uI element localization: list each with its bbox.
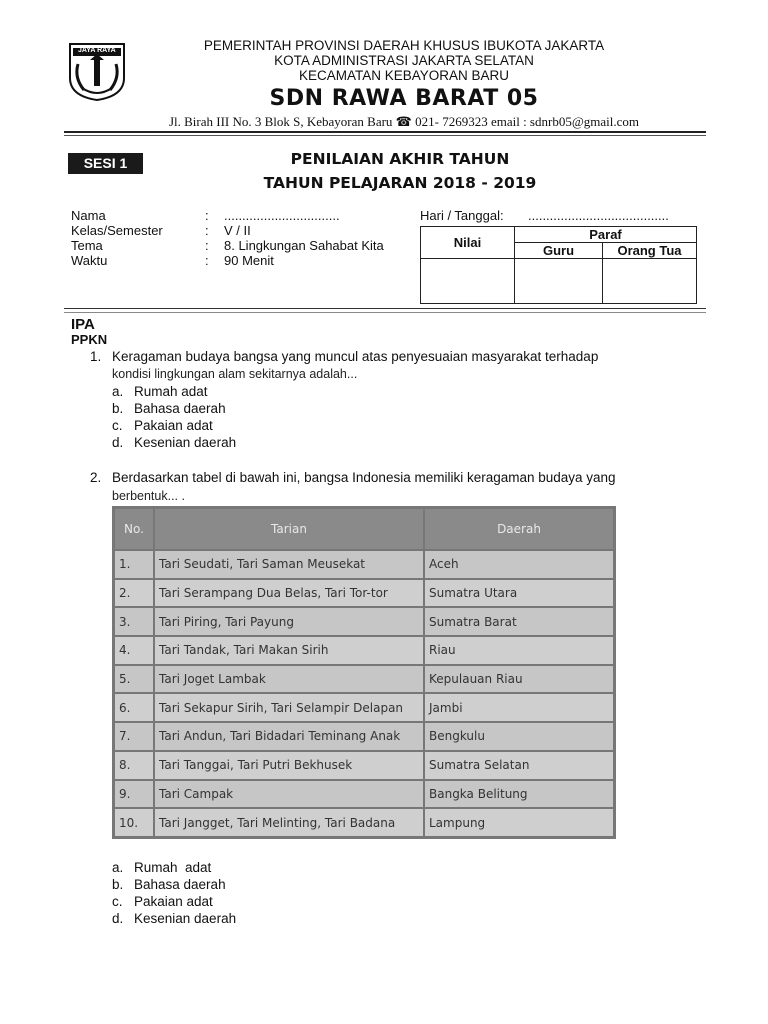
section-divider [64,308,706,309]
table-row [115,580,613,607]
school-name: SDN RAWA BARAT 05 [269,86,539,111]
q1-text-line1: Keragaman budaya bangsa yang muncul atas penyesuaian masyarakat terhadap [112,349,599,364]
dance-no: 8. [115,752,153,779]
session-badge: SESI 1 [68,153,143,174]
dance-no: 10. [115,809,153,836]
dance-name: Tari Seudati, Tari Saman Meusekat [155,551,423,578]
dance-no: 5. [115,666,153,693]
score-header-guru: Guru [515,243,603,259]
dance-name: Tari Piring, Tari Payung [155,608,423,635]
dance-name: Tari Andun, Tari Bidadari Teminang Anak [155,723,423,750]
dance-no: 2. [115,580,153,607]
score-header-orang-tua: Orang Tua [603,243,697,259]
field-time-label: Waktu [71,253,108,268]
q2-number: 2. [90,470,102,485]
logo-caption: JAYA RAYA [78,47,116,54]
dance-region: Aceh [425,551,613,578]
dance-no: 3. [115,608,153,635]
school-address: Jl. Birah III No. 3 Blok S, Kebayoran Baru ☎ 021- 7269323 email : sdnrb05@gmail.com [168,114,640,129]
dance-region: Jambi [425,694,613,721]
q1-text-line2: kondisi lingkungan alam sekitarnya adalah... [112,367,358,381]
letterhead-line-2: KOTA ADMINISTRASI JAKARTA SELATAN [274,53,534,68]
dance-no: 6. [115,694,153,721]
exam-title: PENILAIAN AKHIR TAHUN [290,150,510,168]
q1-number: 1. [90,349,102,364]
score-cell-nilai[interactable] [421,259,515,304]
q2-option-a-letter: a. [112,860,124,875]
q2-text-line1: Berdasarkan tabel di bawah ini, bangsa Indonesia memiliki keragaman budaya yang [112,470,616,485]
q2-option-d[interactable]: Kesenian daerah [134,911,237,926]
section-divider-thin [64,312,706,313]
table-row [115,551,613,578]
date-field-label: Hari / Tanggal: [420,208,504,223]
dance-region: Sumatra Utara [425,580,613,607]
dance-no: 1. [115,551,153,578]
table-row [115,608,613,635]
q1-option-c-letter: c. [112,418,123,433]
q2-option-c[interactable]: Pakaian adat [134,894,213,909]
score-table [420,226,697,304]
dance-no: 9. [115,781,153,808]
field-time-sep: : [205,253,209,268]
dance-region: Riau [425,637,613,664]
field-name-label: Nama [71,208,106,223]
q1-option-a-letter: a. [112,384,124,399]
dance-header-daerah: Daerah [425,509,613,549]
signature-cell-orang-tua[interactable] [603,259,697,304]
q2-option-c-letter: c. [112,894,123,909]
field-theme-sep: : [205,238,209,253]
dance-region: Sumatra Barat [425,608,613,635]
field-name-value: ................................ [224,208,340,223]
dance-table [113,507,615,838]
q2-option-b[interactable]: Bahasa daerah [134,877,226,892]
dance-header-tarian: Tarian [155,509,423,549]
dance-name: Tari Sekapur Sirih, Tari Selampir Delapan [155,694,423,721]
field-class-sep: : [205,223,209,238]
table-row [115,637,613,664]
score-header-nilai: Nilai [421,227,515,259]
dance-table-image [112,506,616,839]
table-row [115,781,613,808]
table-row [115,723,613,750]
q1-option-b-letter: b. [112,401,124,416]
dance-no: 7. [115,723,153,750]
dance-header-no: No. [115,509,153,549]
q2-option-b-letter: b. [112,877,124,892]
field-class-value: V / II [224,223,251,238]
q1-option-d-letter: d. [112,435,124,450]
subject-ipa: IPA [71,316,95,333]
q2-option-a[interactable]: Rumah adat [134,860,212,875]
q1-option-a[interactable]: Rumah adat [134,384,208,399]
dance-no: 4. [115,637,153,664]
q2-option-d-letter: d. [112,911,124,926]
field-theme-label: Tema [71,238,103,253]
date-field-value: ....................................... [528,208,669,223]
letterhead-line-3: KECAMATAN KEBAYORAN BARU [298,68,510,83]
dance-name: Tari Campak [155,781,423,808]
letterhead-divider-thin [64,135,706,136]
dance-region: Bengkulu [425,723,613,750]
q1-option-d[interactable]: Kesenian daerah [134,435,237,450]
dance-name: Tari Serampang Dua Belas, Tari Tor-tor [155,580,423,607]
field-time-value: 90 Menit [224,253,274,268]
table-row [115,809,613,836]
dance-name: Tari Jangget, Tari Melinting, Tari Badana [155,809,423,836]
q1-option-c[interactable]: Pakaian adat [134,418,213,433]
exam-year: TAHUN PELAJARAN 2018 - 2019 [263,174,537,192]
dance-region: Kepulauan Riau [425,666,613,693]
dance-region: Sumatra Selatan [425,752,613,779]
dance-name: Tari Tanggai, Tari Putri Bekhusek [155,752,423,779]
subject-ppkn: PPKN [71,332,108,347]
dance-region: Bangka Belitung [425,781,613,808]
dance-region: Lampung [425,809,613,836]
signature-cell-guru[interactable] [515,259,603,304]
dance-name: Tari Joget Lambak [155,666,423,693]
dance-name: Tari Tandak, Tari Makan Sirih [155,637,423,664]
score-header-paraf: Paraf [515,227,697,243]
field-class-label: Kelas/Semester [71,223,163,238]
table-row [115,752,613,779]
letterhead-divider [64,131,706,133]
letterhead-line-1: PEMERINTAH PROVINSI DAERAH KHUSUS IBUKOTA JAKARTA [203,38,605,53]
field-name-sep: : [205,208,209,223]
q2-text-line2: berbentuk... . [112,489,185,503]
q1-option-b[interactable]: Bahasa daerah [134,401,226,416]
field-theme-value: 8. Lingkungan Sahabat Kita [224,238,384,253]
table-row [115,666,613,693]
table-row [115,694,613,721]
